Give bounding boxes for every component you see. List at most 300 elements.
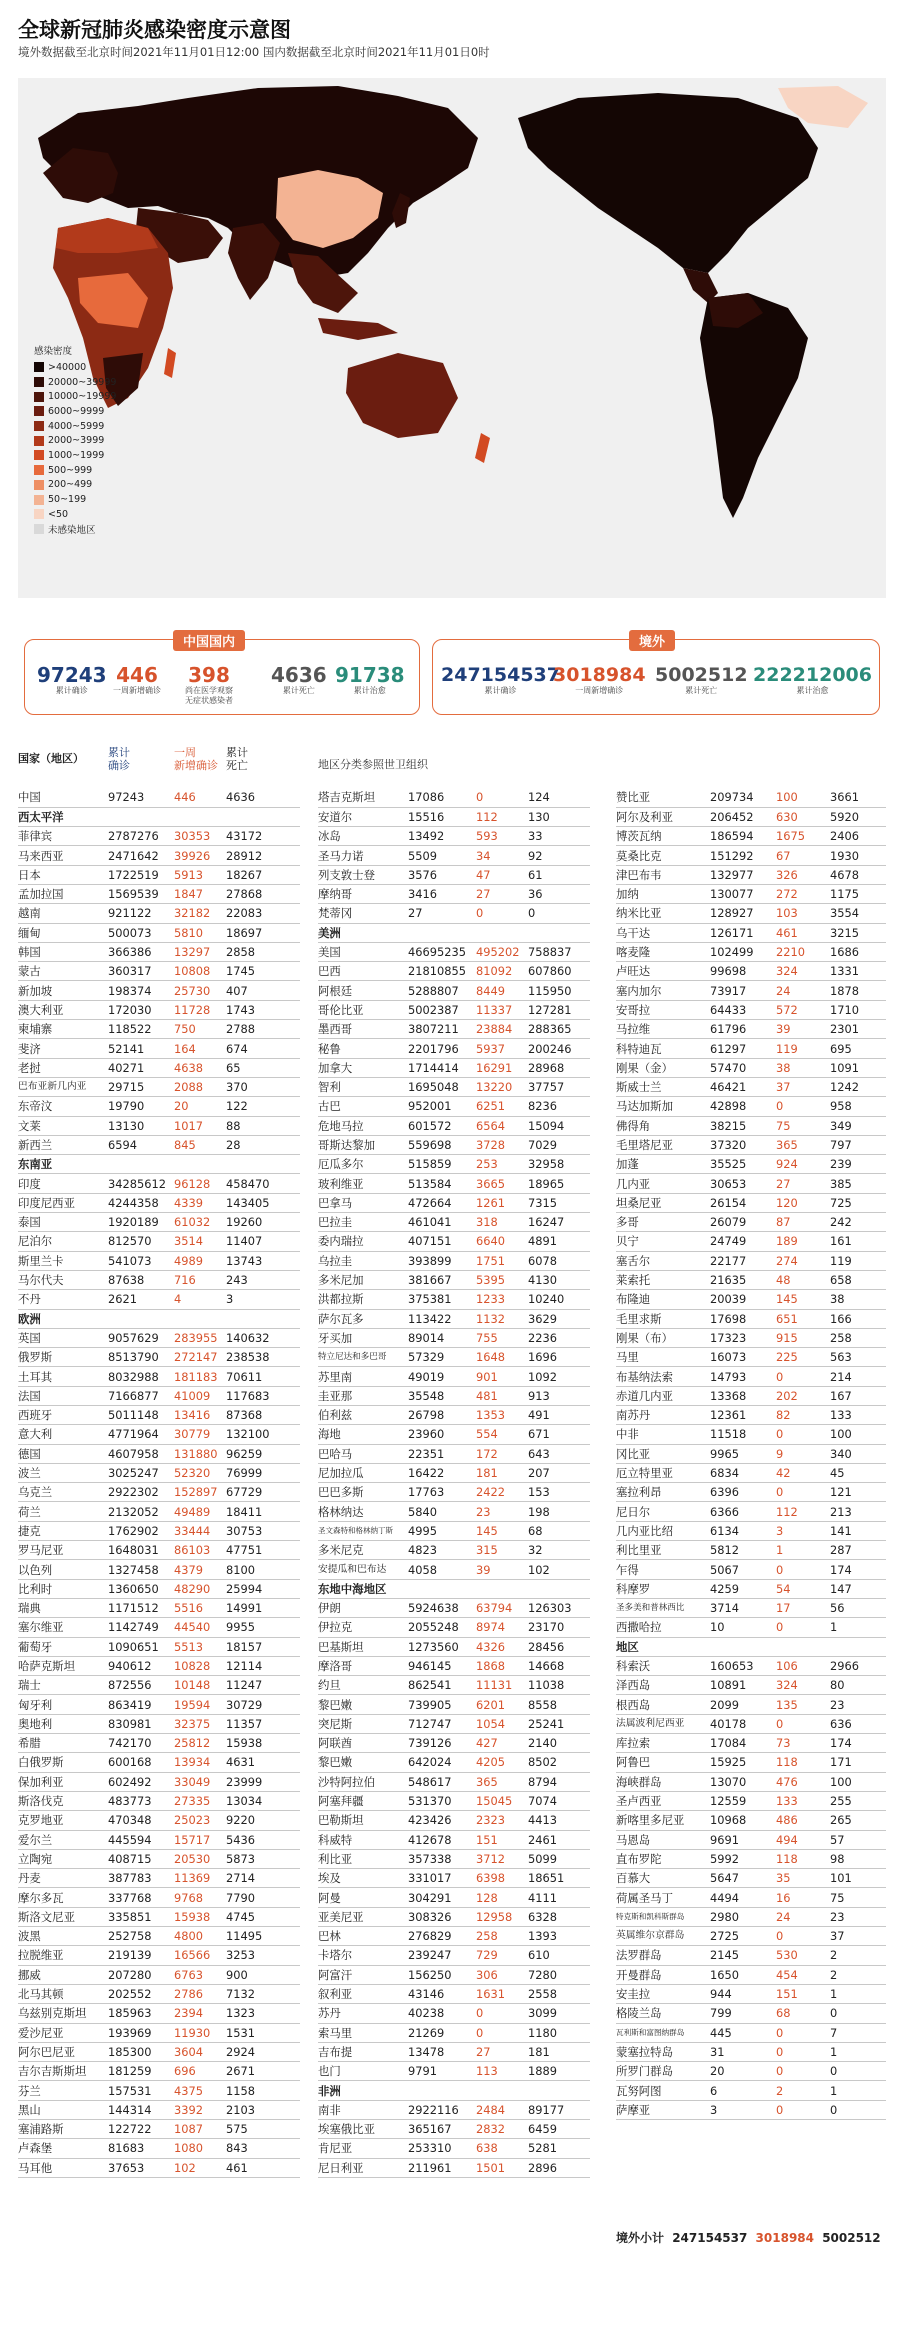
confirmed-cell: 944 bbox=[710, 1984, 776, 2003]
confirmed-cell: 52141 bbox=[108, 1039, 174, 1058]
deaths-cell: 2671 bbox=[226, 2062, 300, 2081]
weekly-cell: 0 bbox=[776, 1097, 830, 1116]
table-row bbox=[318, 1000, 590, 1019]
deaths-cell: 18965 bbox=[528, 1174, 590, 1193]
deaths-cell: 11247 bbox=[226, 1676, 300, 1695]
country-cell: 布基纳法索 bbox=[616, 1367, 710, 1386]
weekly-cell: 13220 bbox=[476, 1077, 528, 1096]
legend-item bbox=[34, 492, 116, 507]
table-row bbox=[616, 923, 886, 942]
confirmed-cell: 17323 bbox=[710, 1328, 776, 1347]
confirmed-cell: 102499 bbox=[710, 942, 776, 961]
confirmed-cell: 239247 bbox=[408, 1946, 476, 1965]
country-cell: 海峡群岛 bbox=[616, 1772, 710, 1791]
legend-swatch bbox=[34, 509, 44, 519]
country-cell: 牙买加 bbox=[318, 1328, 408, 1347]
weekly-cell: 86103 bbox=[174, 1541, 226, 1560]
weekly-cell: 326 bbox=[776, 865, 830, 884]
country-cell: 北马其顿 bbox=[18, 1984, 108, 2003]
confirmed-cell: 21269 bbox=[408, 2023, 476, 2042]
confirmed-cell: 17084 bbox=[710, 1734, 776, 1753]
deaths-cell: 100 bbox=[830, 1772, 886, 1791]
confirmed-cell: 1650 bbox=[710, 1965, 776, 1984]
confirmed-cell: 113422 bbox=[408, 1309, 476, 1328]
deaths-cell: 47751 bbox=[226, 1541, 300, 1560]
confirmed-cell: 9691 bbox=[710, 1830, 776, 1849]
weekly-cell: 4800 bbox=[174, 1927, 226, 1946]
table-row bbox=[18, 865, 300, 884]
deaths-cell: 87368 bbox=[226, 1406, 300, 1425]
weekly-cell: 49489 bbox=[174, 1502, 226, 1521]
weekly-cell: 118 bbox=[776, 1849, 830, 1868]
table-row bbox=[318, 1714, 590, 1733]
country-cell: 安道尔 bbox=[318, 807, 408, 826]
weekly-cell: 2394 bbox=[174, 2004, 226, 2023]
table-row bbox=[616, 1734, 886, 1753]
country-cell: 玻利维亚 bbox=[318, 1174, 408, 1193]
country-cell: 巴林 bbox=[318, 1927, 408, 1946]
weekly-cell: 189 bbox=[776, 1232, 830, 1251]
deaths-cell: 28456 bbox=[528, 1637, 590, 1656]
confirmed-cell: 13130 bbox=[108, 1116, 174, 1135]
table-row bbox=[18, 1039, 300, 1058]
table-row bbox=[18, 1213, 300, 1232]
table-row bbox=[318, 1155, 590, 1174]
confirmed-cell: 12361 bbox=[710, 1406, 776, 1425]
table-row bbox=[318, 1174, 590, 1193]
weekly-cell: 4326 bbox=[476, 1637, 528, 1656]
confirmed-cell: 1142749 bbox=[108, 1618, 174, 1637]
country-cell: 伊朗 bbox=[318, 1598, 408, 1617]
confirmed-cell: 20 bbox=[710, 2062, 776, 2081]
deaths-cell: 166 bbox=[830, 1309, 886, 1328]
table-row bbox=[318, 1656, 590, 1675]
confirmed-cell: 17086 bbox=[408, 788, 476, 807]
stat-number: 5002512 bbox=[655, 664, 748, 686]
legend-item bbox=[34, 375, 116, 390]
deaths-cell: 2788 bbox=[226, 1020, 300, 1039]
stat-item bbox=[335, 664, 405, 696]
confirmed-cell: 461041 bbox=[408, 1213, 476, 1232]
weekly-cell: 454 bbox=[776, 1965, 830, 1984]
country-cell: 巴西 bbox=[318, 962, 408, 981]
confirmed-cell: 209734 bbox=[710, 788, 776, 807]
deaths-cell: 28968 bbox=[528, 1058, 590, 1077]
country-cell: 冰岛 bbox=[318, 827, 408, 846]
confirmed-cell bbox=[408, 1579, 476, 1598]
deaths-cell: 6328 bbox=[528, 1907, 590, 1926]
confirmed-cell: 940612 bbox=[108, 1656, 174, 1675]
confirmed-cell: 185963 bbox=[108, 2004, 174, 2023]
table-row bbox=[18, 1174, 300, 1193]
table-row bbox=[18, 1290, 300, 1309]
deaths-cell: 7132 bbox=[226, 1984, 300, 2003]
confirmed-cell: 3714 bbox=[710, 1598, 776, 1617]
table-row bbox=[318, 1521, 590, 1540]
country-cell: 圣卢西亚 bbox=[616, 1791, 710, 1810]
table-row bbox=[318, 1637, 590, 1656]
country-cell: 特克斯和凯科斯群岛 bbox=[616, 1907, 710, 1926]
weekly-cell: 427 bbox=[476, 1734, 528, 1753]
table-row bbox=[318, 1386, 590, 1405]
country-cell: 孟加拉国 bbox=[18, 884, 108, 903]
country-cell: 不丹 bbox=[18, 1290, 108, 1309]
right-table bbox=[616, 788, 886, 2120]
country-cell: 蒙塞拉特岛 bbox=[616, 2042, 710, 2061]
deaths-cell: 3554 bbox=[830, 904, 886, 923]
weekly-cell: 67 bbox=[776, 846, 830, 865]
weekly-cell bbox=[174, 1309, 226, 1328]
legend-item bbox=[34, 522, 116, 537]
weekly-cell: 755 bbox=[476, 1328, 528, 1347]
weekly-cell: 3712 bbox=[476, 1849, 528, 1868]
table-row bbox=[616, 1676, 886, 1695]
weekly-cell: 901 bbox=[476, 1367, 528, 1386]
confirmed-cell: 211961 bbox=[408, 2158, 476, 2177]
deaths-cell: 207 bbox=[528, 1463, 590, 1482]
weekly-cell: 118 bbox=[776, 1753, 830, 1772]
deaths-cell: 1091 bbox=[830, 1058, 886, 1077]
country-cell: 智利 bbox=[318, 1077, 408, 1096]
table-row bbox=[318, 962, 590, 981]
country-cell: 柬埔寨 bbox=[18, 1020, 108, 1039]
deaths-cell: 7790 bbox=[226, 1888, 300, 1907]
table-row bbox=[616, 1213, 886, 1232]
country-cell: 马来西亚 bbox=[18, 846, 108, 865]
country-cell: 叙利亚 bbox=[318, 1984, 408, 2003]
deaths-cell bbox=[528, 2081, 590, 2100]
country-cell: 黑山 bbox=[18, 2100, 108, 2119]
weekly-cell: 131880 bbox=[174, 1444, 226, 1463]
deaths-cell: 28 bbox=[226, 1135, 300, 1154]
legend-item bbox=[34, 419, 116, 434]
confirmed-cell: 357338 bbox=[408, 1849, 476, 1868]
weekly-cell: 181 bbox=[476, 1463, 528, 1482]
deaths-cell: 4111 bbox=[528, 1888, 590, 1907]
confirmed-cell: 541073 bbox=[108, 1251, 174, 1270]
deaths-cell: 14991 bbox=[226, 1598, 300, 1617]
weekly-cell: 924 bbox=[776, 1155, 830, 1174]
confirmed-cell bbox=[108, 1155, 174, 1174]
confirmed-cell: 3576 bbox=[408, 865, 476, 884]
confirmed-cell: 337768 bbox=[108, 1888, 174, 1907]
table-row bbox=[616, 865, 886, 884]
legend-swatch bbox=[34, 377, 44, 387]
deaths-cell: 200246 bbox=[528, 1039, 590, 1058]
deaths-cell: 43172 bbox=[226, 827, 300, 846]
deaths-cell: 843 bbox=[226, 2139, 300, 2158]
confirmed-cell: 185300 bbox=[108, 2042, 174, 2061]
country-cell: 土耳其 bbox=[18, 1367, 108, 1386]
deaths-cell: 143405 bbox=[226, 1193, 300, 1212]
country-cell: 海地 bbox=[318, 1425, 408, 1444]
country-cell: 马恩岛 bbox=[616, 1830, 710, 1849]
deaths-cell: 1743 bbox=[226, 1000, 300, 1019]
table-row bbox=[318, 1772, 590, 1791]
country-cell: 韩国 bbox=[18, 942, 108, 961]
weekly-cell: 2 bbox=[776, 2081, 830, 2100]
weekly-cell: 0 bbox=[776, 1425, 830, 1444]
weekly-cell: 845 bbox=[174, 1135, 226, 1154]
table-row bbox=[18, 1406, 300, 1425]
confirmed-cell: 2922302 bbox=[108, 1483, 174, 1502]
table-row bbox=[18, 1367, 300, 1386]
confirmed-cell: 1762902 bbox=[108, 1521, 174, 1540]
deaths-cell: 2461 bbox=[528, 1830, 590, 1849]
country-cell: 老挝 bbox=[18, 1058, 108, 1077]
confirmed-cell: 712747 bbox=[408, 1714, 476, 1733]
confirmed-cell: 87638 bbox=[108, 1270, 174, 1289]
confirmed-cell: 118522 bbox=[108, 1020, 174, 1039]
weekly-cell: 151 bbox=[476, 1830, 528, 1849]
confirmed-cell: 206452 bbox=[710, 807, 776, 826]
table-row bbox=[318, 1946, 590, 1965]
legend-item bbox=[34, 463, 116, 478]
region-row bbox=[18, 1309, 300, 1328]
table-row bbox=[18, 1946, 300, 1965]
stat-number: 4636 bbox=[271, 663, 327, 687]
weekly-cell: 81092 bbox=[476, 962, 528, 981]
country-cell: 捷克 bbox=[18, 1521, 108, 1540]
deaths-cell: 2140 bbox=[528, 1734, 590, 1753]
deaths-cell: 28912 bbox=[226, 846, 300, 865]
country-cell: 直布罗陀 bbox=[616, 1849, 710, 1868]
table-row bbox=[18, 2139, 300, 2158]
deaths-cell: 11357 bbox=[226, 1714, 300, 1733]
stat-number: 398 bbox=[188, 663, 230, 687]
country-cell: 美洲 bbox=[318, 923, 408, 942]
confirmed-cell: 97243 bbox=[108, 788, 174, 807]
stat-item bbox=[655, 664, 748, 696]
country-cell: 欧洲 bbox=[18, 1309, 108, 1328]
table-row bbox=[318, 1348, 590, 1367]
table-row bbox=[318, 1811, 590, 1830]
confirmed-cell: 132977 bbox=[710, 865, 776, 884]
deaths-cell: 242 bbox=[830, 1213, 886, 1232]
china-stats-box bbox=[24, 635, 420, 715]
country-cell: 摩洛哥 bbox=[318, 1656, 408, 1675]
table-row bbox=[18, 1907, 300, 1926]
table-row bbox=[616, 1270, 886, 1289]
weekly-cell: 34 bbox=[476, 846, 528, 865]
china-box-title: 中国国内 bbox=[173, 630, 245, 651]
country-cell: 贝宁 bbox=[616, 1232, 710, 1251]
country-cell: 埃塞俄比亚 bbox=[318, 2119, 408, 2138]
table-row bbox=[616, 1753, 886, 1772]
weekly-cell: 324 bbox=[776, 962, 830, 981]
country-cell: 新西兰 bbox=[18, 1135, 108, 1154]
confirmed-cell: 1648031 bbox=[108, 1541, 174, 1560]
confirmed-cell: 35525 bbox=[710, 1155, 776, 1174]
weekly-cell: 486 bbox=[776, 1811, 830, 1830]
country-cell: 东帝汶 bbox=[18, 1097, 108, 1116]
weekly-cell: 0 bbox=[476, 2023, 528, 2042]
table-row bbox=[616, 2100, 886, 2119]
country-cell: 乍得 bbox=[616, 1560, 710, 1579]
deaths-cell bbox=[528, 923, 590, 942]
table-row bbox=[616, 1907, 886, 1926]
weekly-cell: 11369 bbox=[174, 1869, 226, 1888]
table-row bbox=[18, 2023, 300, 2042]
weekly-cell: 11131 bbox=[476, 1676, 528, 1695]
deaths-cell: 33 bbox=[528, 827, 590, 846]
deaths-cell: 171 bbox=[830, 1753, 886, 1772]
table-row bbox=[616, 1232, 886, 1251]
weekly-cell: 1648 bbox=[476, 1348, 528, 1367]
country-cell: 乌兹别克斯坦 bbox=[18, 2004, 108, 2023]
table-row bbox=[616, 846, 886, 865]
country-cell: 圣马力诺 bbox=[318, 846, 408, 865]
table-row bbox=[318, 1849, 590, 1868]
deaths-cell: 5436 bbox=[226, 1830, 300, 1849]
stat-label: 一周新增确诊 bbox=[113, 686, 161, 695]
weekly-cell: 0 bbox=[476, 2004, 528, 2023]
deaths-cell bbox=[528, 1579, 590, 1598]
table-row bbox=[18, 1888, 300, 1907]
country-cell: 阿尔及利亚 bbox=[616, 807, 710, 826]
weekly-cell: 52320 bbox=[174, 1463, 226, 1482]
table-row bbox=[318, 1097, 590, 1116]
table-row bbox=[18, 1734, 300, 1753]
confirmed-cell: 172030 bbox=[108, 1000, 174, 1019]
weekly-cell: 25023 bbox=[174, 1811, 226, 1830]
table-row bbox=[616, 1309, 886, 1328]
confirmed-cell: 160653 bbox=[710, 1656, 776, 1675]
weekly-cell: 1080 bbox=[174, 2139, 226, 2158]
country-cell: 古巴 bbox=[318, 1097, 408, 1116]
confirmed-cell: 304291 bbox=[408, 1888, 476, 1907]
country-cell: 日本 bbox=[18, 865, 108, 884]
table-row bbox=[318, 865, 590, 884]
country-cell: 墨西哥 bbox=[318, 1020, 408, 1039]
weekly-cell: 32375 bbox=[174, 1714, 226, 1733]
country-cell: 根西岛 bbox=[616, 1695, 710, 1714]
confirmed-cell: 799 bbox=[710, 2004, 776, 2023]
confirmed-cell: 5067 bbox=[710, 1560, 776, 1579]
confirmed-cell: 5011148 bbox=[108, 1406, 174, 1425]
country-cell: 喀麦隆 bbox=[616, 942, 710, 961]
subtotal-weekly: 3018984 bbox=[755, 2231, 814, 2245]
table-row bbox=[318, 884, 590, 903]
deaths-cell: 458470 bbox=[226, 1174, 300, 1193]
weekly-cell: 48 bbox=[776, 1270, 830, 1289]
country-cell: 卢森堡 bbox=[18, 2139, 108, 2158]
country-cell: 斐济 bbox=[18, 1039, 108, 1058]
confirmed-cell: 366386 bbox=[108, 942, 174, 961]
country-cell: 东地中海地区 bbox=[318, 1579, 408, 1598]
confirmed-cell: 122722 bbox=[108, 2119, 174, 2138]
confirmed-cell: 2787276 bbox=[108, 827, 174, 846]
deaths-cell: 45 bbox=[830, 1463, 886, 1482]
confirmed-cell: 1273560 bbox=[408, 1637, 476, 1656]
legend-label: 50~199 bbox=[48, 494, 87, 506]
legend-label: >40000 bbox=[48, 361, 87, 373]
weekly-cell: 16566 bbox=[174, 1946, 226, 1965]
confirmed-cell: 13492 bbox=[408, 827, 476, 846]
legend-swatch bbox=[34, 406, 44, 416]
weekly-cell: 3728 bbox=[476, 1135, 528, 1154]
confirmed-cell: 642024 bbox=[408, 1753, 476, 1772]
country-cell: 赞比亚 bbox=[616, 788, 710, 807]
confirmed-cell: 4058 bbox=[408, 1560, 476, 1579]
weekly-cell: 272 bbox=[776, 884, 830, 903]
deaths-cell: 18411 bbox=[226, 1502, 300, 1521]
deaths-cell: 140632 bbox=[226, 1328, 300, 1347]
country-cell: 瓦努阿图 bbox=[616, 2081, 710, 2100]
table-row bbox=[318, 1328, 590, 1347]
country-cell: 阿曼 bbox=[318, 1888, 408, 1907]
confirmed-cell: 57470 bbox=[710, 1058, 776, 1077]
legend-swatch bbox=[34, 392, 44, 402]
country-cell: 斯威士兰 bbox=[616, 1077, 710, 1096]
confirmed-cell: 4607958 bbox=[108, 1444, 174, 1463]
weekly-cell bbox=[174, 807, 226, 826]
deaths-cell: 75 bbox=[830, 1888, 886, 1907]
weekly-cell: 11337 bbox=[476, 1000, 528, 1019]
country-cell: 德国 bbox=[18, 1444, 108, 1463]
country-cell: 几内亚比绍 bbox=[616, 1521, 710, 1540]
stat-item bbox=[441, 664, 560, 696]
legend-swatch bbox=[34, 465, 44, 475]
country-cell: 斯洛文尼亚 bbox=[18, 1907, 108, 1926]
deaths-cell: 2406 bbox=[830, 827, 886, 846]
weekly-cell: 39926 bbox=[174, 846, 226, 865]
confirmed-cell: 812570 bbox=[108, 1232, 174, 1251]
deaths-cell: 1 bbox=[830, 1984, 886, 2003]
country-cell: 埃及 bbox=[318, 1869, 408, 1888]
weekly-cell: 6201 bbox=[476, 1695, 528, 1714]
header-confirmed: 累计 确诊 bbox=[108, 746, 130, 772]
table-row bbox=[318, 1367, 590, 1386]
weekly-cell: 0 bbox=[776, 2023, 830, 2042]
deaths-cell: 4745 bbox=[226, 1907, 300, 1926]
weekly-cell: 48290 bbox=[174, 1579, 226, 1598]
table-row bbox=[18, 846, 300, 865]
confirmed-cell: 381667 bbox=[408, 1270, 476, 1289]
table-row bbox=[318, 1039, 590, 1058]
table-row bbox=[318, 1290, 590, 1309]
confirmed-cell: 531370 bbox=[408, 1791, 476, 1810]
weekly-cell: 13934 bbox=[174, 1753, 226, 1772]
weekly-cell: 152897 bbox=[174, 1483, 226, 1502]
table-row bbox=[318, 1984, 590, 2003]
confirmed-cell: 2621 bbox=[108, 1290, 174, 1309]
country-cell: 瑞典 bbox=[18, 1598, 108, 1617]
table-row bbox=[616, 1714, 886, 1733]
table-row bbox=[18, 904, 300, 923]
confirmed-cell: 46695235 bbox=[408, 942, 476, 961]
subtotal-deaths: 5002512 bbox=[822, 2231, 881, 2245]
deaths-cell: 3215 bbox=[830, 923, 886, 942]
deaths-cell: 239 bbox=[830, 1155, 886, 1174]
weekly-cell: 112 bbox=[776, 1502, 830, 1521]
table-row bbox=[616, 1791, 886, 1810]
table-row bbox=[318, 1695, 590, 1714]
table-row bbox=[18, 1425, 300, 1444]
deaths-cell: 4678 bbox=[830, 865, 886, 884]
legend-label: 500~999 bbox=[48, 464, 93, 476]
table-row bbox=[318, 1560, 590, 1579]
stat-number: 247154537 bbox=[441, 664, 560, 686]
country-cell: 塔吉克斯坦 bbox=[318, 788, 408, 807]
subtotal-confirmed: 247154537 bbox=[672, 2231, 748, 2245]
confirmed-cell: 423426 bbox=[408, 1811, 476, 1830]
weekly-cell: 5513 bbox=[174, 1637, 226, 1656]
weekly-cell: 202 bbox=[776, 1386, 830, 1405]
confirmed-cell: 30653 bbox=[710, 1174, 776, 1193]
confirmed-cell: 4771964 bbox=[108, 1425, 174, 1444]
country-cell: 澳大利亚 bbox=[18, 1000, 108, 1019]
